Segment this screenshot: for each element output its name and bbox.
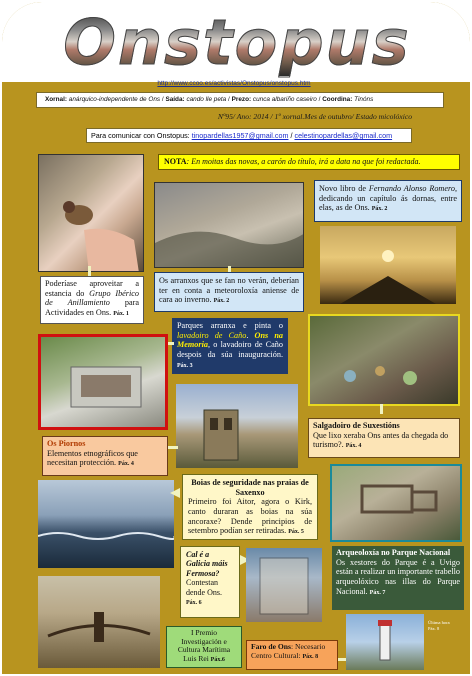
saida-value: cando lle peta (186, 96, 227, 103)
page-ref: Páx. 8 (302, 653, 319, 660)
waves-icon (38, 480, 174, 568)
coordina-label: Coordina: (322, 96, 353, 103)
lavadoiro-text: Parques arranxa e pinta o (177, 321, 283, 330)
nota-label: NOTA (164, 157, 187, 166)
arqueoloxia-text: Os xestores do Parque é a Uvigo están a realizar un importante trabello arqueolóxico nas illas do Parque Nacional. (336, 557, 460, 596)
faro-article[interactable] (246, 640, 338, 670)
sea-photo (38, 480, 174, 568)
xornal-label: Xornal: (45, 96, 68, 103)
saida-label: Saída: (165, 96, 185, 103)
boias-text: Primeiro foi Aitor, agora o Kirk, canto duraran as boias na súa ancoraxe? Dende principios de setembro podían ser retiradas. (188, 497, 312, 536)
email-link-2[interactable]: celestinopardellas@gmail.com (294, 131, 393, 140)
birds-group: Grupo Ibérico de Anillamiento (45, 288, 139, 308)
ons-memoria-highlight: Ons na Memoria (177, 330, 283, 350)
galicia-title: Cal é a Galicia máis Fermosa? (186, 550, 228, 578)
separator: / (161, 96, 164, 103)
lavadoiro-text3: , o lavadoiro de Caño despois da súa inauguración. (177, 340, 283, 360)
separator: / (228, 96, 230, 103)
logo-title: Onstopus (42, 10, 432, 76)
book-cover-photo (246, 548, 322, 622)
shore-icon (155, 183, 304, 268)
ruin-photo (176, 384, 298, 468)
salgadoiro-text: Que lixo xeraba Ons antes da chegada do turismo?. (313, 430, 449, 450)
premio-line: Cultura Marítima (177, 645, 231, 655)
lighthouse-photo (346, 614, 424, 670)
galicia-text: Contestan dende Ons. (186, 578, 222, 597)
boat-frame-icon (38, 576, 160, 668)
excavation-icon (332, 466, 460, 540)
lavadoiro-highlight: lavadoiro de Caño (177, 330, 247, 340)
page-ref: Páx. 2 (371, 206, 388, 213)
lavadoiro-text2: . (246, 330, 255, 340)
page-ref: Páx. 6 (186, 600, 202, 607)
arranxos-text: Os arranxos que se fan no verán, deberían ter en conta a meteoroloxía aniense de cara ao inverno. (159, 276, 299, 305)
wash-basin-icon (41, 337, 165, 427)
salgadoiro-article[interactable] (308, 418, 460, 458)
lighthouse-icon (346, 614, 424, 670)
nota-box (158, 154, 460, 170)
galicia-article[interactable] (180, 546, 240, 618)
arqueoloxia-article[interactable] (332, 546, 464, 610)
libro-author: Fernando Alonso Romero (368, 184, 455, 193)
page-ref: Páx. 5 (288, 529, 304, 536)
lavadoiro-article[interactable] (172, 318, 288, 374)
sunset-boat-photo (320, 226, 456, 304)
issue-line: Nº95/ Ano: 2014 / 1º xornal.Mes de outubro/ Estado micolóxico (217, 112, 412, 121)
page-ref: Páx. 7 (369, 589, 386, 596)
tower-icon (176, 384, 298, 468)
nota-text: : En moitas das novas, a carón do título, irá a data na que foi redactada. (186, 157, 421, 166)
coordina-value: Tinóns (354, 96, 374, 103)
premio-line: I Premio (190, 628, 218, 637)
page-ref: Páx. 1 (113, 311, 129, 318)
ultima-label: Última hora (428, 620, 450, 625)
premio-line: Luis Rei (183, 653, 209, 663)
xornal-value: anárquico-independente de Ons (68, 96, 161, 103)
connector (380, 404, 383, 414)
prezo-value: cunca albariño caseiro (252, 96, 317, 103)
page-ref: Páx. 4 (345, 443, 362, 450)
salgadoiro-title: Salgadoiro de Suxestións (313, 421, 400, 430)
premio-line: Investigación e (181, 636, 227, 646)
archaeology-photo (330, 464, 462, 542)
piornos-title: Os Piornos (47, 439, 86, 448)
page-ref: Páx. 2 (213, 298, 230, 305)
arrow-left-icon (170, 488, 180, 498)
libro-article[interactable] (314, 180, 462, 222)
bird-icon (39, 155, 144, 272)
premio-article[interactable] (166, 626, 242, 668)
faro-text: : Necesario Centro Cultural: (251, 642, 326, 660)
birds-text2: para Actividades en Ons. (45, 298, 139, 318)
contact-separator: / (288, 131, 295, 140)
birds-text: Poderíase aproveitar a estancia do (45, 279, 139, 298)
boat-icon (320, 226, 456, 304)
rubbish-photo (308, 314, 460, 406)
book-icon (246, 548, 322, 622)
boias-article[interactable] (182, 474, 318, 540)
separator: / (318, 96, 321, 103)
boat-workshop-photo (38, 576, 160, 668)
libro-text: Novo libro de (319, 184, 369, 193)
page-ref: Páx.6 (210, 656, 225, 663)
site-link[interactable]: http://www.ccoo.es/activistas/Onstopus/onstopus.htm (157, 80, 311, 87)
arqueoloxia-title: Arqueoloxía no Parque Nacional (336, 548, 451, 557)
lavadoiro-photo (38, 334, 168, 430)
contact-bar (86, 128, 412, 143)
email-link-1[interactable]: tinopardellas1957@gmail.com (191, 131, 289, 140)
ultima-hora[interactable] (428, 620, 464, 640)
ultima-page: Páx. 8 (428, 625, 440, 631)
libro-text2: , dedicando un capítulo ás dornas, entre elas, as de Ons. (319, 184, 457, 213)
page-ref: Páx. 3 (177, 362, 193, 369)
info-bar (36, 92, 444, 108)
prezo-label: Prezo: (231, 96, 252, 103)
piornos-text: Elementos etnográficos que necesitan protección. (47, 448, 138, 468)
arranxos-photo (154, 182, 304, 268)
birds-article[interactable] (40, 276, 144, 324)
bird-photo (38, 154, 144, 272)
bottles-icon (310, 316, 458, 404)
arranxos-article[interactable] (154, 272, 304, 312)
boias-title: Boias de seguridade nas praias de Saxenxo (191, 478, 309, 497)
faro-title: Faro de Ons (251, 642, 291, 651)
page-ref: Páx. 4 (118, 461, 134, 468)
contact-prefix: Para comunicar con Onstopus: (91, 131, 192, 140)
piornos-article[interactable] (42, 436, 168, 476)
